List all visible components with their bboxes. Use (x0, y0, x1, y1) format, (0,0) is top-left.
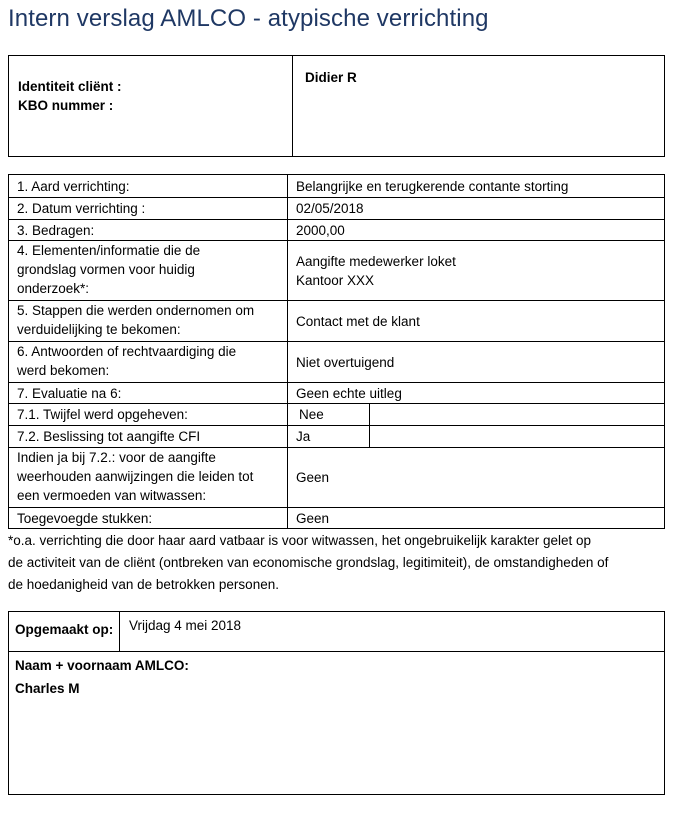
report-table (8, 174, 665, 529)
twijfel-value: Nee (288, 404, 370, 426)
identity-label: Identiteit cliënt : (18, 79, 122, 94)
datum-label: 2. Datum verrichting : (9, 198, 288, 220)
elementen-value (288, 241, 665, 301)
stappen-label-line: 5. Stappen die werden ondernomen om (17, 303, 255, 318)
twijfel-label: 7.1. Twijfel werd opgeheven: (9, 404, 288, 426)
elementen-label-line: onderzoek*: (17, 281, 90, 296)
table-row (9, 383, 665, 404)
table-row (9, 198, 665, 220)
amlco-name: Charles M (15, 681, 80, 696)
footnote-line: de activiteit van de cliënt (ontbreken van economische grondslag, legitimiteit), de omstandigheden of (8, 555, 609, 570)
kbo-label: KBO nummer : (18, 98, 114, 113)
client-identity-table (8, 55, 665, 157)
footnote-line: de hoedanigheid van de betrokken personen. (8, 577, 279, 592)
antwoorden-value: Niet overtuigend (288, 342, 665, 383)
table-row (9, 508, 665, 529)
table-row (9, 241, 665, 301)
antwoorden-label (9, 342, 288, 383)
table-row (9, 404, 665, 426)
elementen-value-line: Aangifte medewerker loket (296, 253, 456, 269)
stappen-value: Contact met de klant (288, 301, 665, 342)
datum-value: 02/05/2018 (288, 198, 665, 220)
document-title: Intern verslag AMLCO - atypische verrichting (8, 5, 489, 32)
indien-label (9, 448, 288, 508)
evaluatie-label: 7. Evaluatie na 6: (9, 383, 288, 404)
bedragen-label: 3. Bedragen: (9, 220, 288, 241)
evaluatie-value: Geen echte uitleg (288, 383, 665, 404)
indien-value: Geen (288, 448, 665, 508)
table-row (9, 342, 665, 383)
table-row (9, 426, 665, 448)
footnote (8, 530, 673, 596)
elementen-label-line: grondslag vormen voor huidig (17, 262, 195, 277)
elementen-label-line: 4. Elementen/informatie die de (17, 243, 201, 258)
beslissing-empty-cell (370, 426, 665, 448)
table-row (9, 220, 665, 241)
bedragen-value: 2000,00 (288, 220, 665, 241)
beslissing-label: 7.2. Beslissing tot aangifte CFI (9, 426, 288, 448)
client-name: Didier R (293, 56, 665, 157)
table-row (9, 175, 665, 198)
footnote-line: *o.a. verrichting die door haar aard vatbaar is voor witwassen, het ongebruikelijk karakter gelet op (8, 533, 592, 548)
elementen-label (9, 241, 288, 301)
twijfel-empty-cell (370, 404, 665, 426)
stukken-value: Geen (288, 508, 665, 529)
aard-value: Belangrijke en terugkerende contante storting (288, 175, 665, 198)
indien-label-line: weerhouden aanwijzingen die leiden tot (17, 469, 254, 484)
antwoorden-label-line: werd bekomen: (17, 363, 110, 378)
indien-label-line: Indien ja bij 7.2.: voor de aangifte (17, 450, 216, 465)
indien-label-line: een vermoeden van witwassen: (17, 488, 207, 503)
beslissing-value: Ja (288, 426, 370, 448)
table-row (9, 448, 665, 508)
antwoorden-label-line: 6. Antwoorden of rechtvaardiging die (17, 344, 237, 359)
stukken-label: Toegevoegde stukken: (9, 508, 288, 529)
made-on-value: Vrijdag 4 mei 2018 (120, 612, 665, 652)
amlco-label: Naam + voornaam AMLCO: (15, 658, 189, 673)
aard-label: 1. Aard verrichting: (9, 175, 288, 198)
client-labels-cell (9, 56, 293, 157)
elementen-value-line: Kantoor XXX (296, 272, 375, 288)
table-row (9, 301, 665, 342)
signature-table (8, 611, 665, 795)
amlco-cell (9, 652, 665, 795)
stappen-label-line: verduidelijking te bekomen: (17, 322, 181, 337)
stappen-label (9, 301, 288, 342)
made-on-label: Opgemaakt op: (9, 612, 120, 652)
